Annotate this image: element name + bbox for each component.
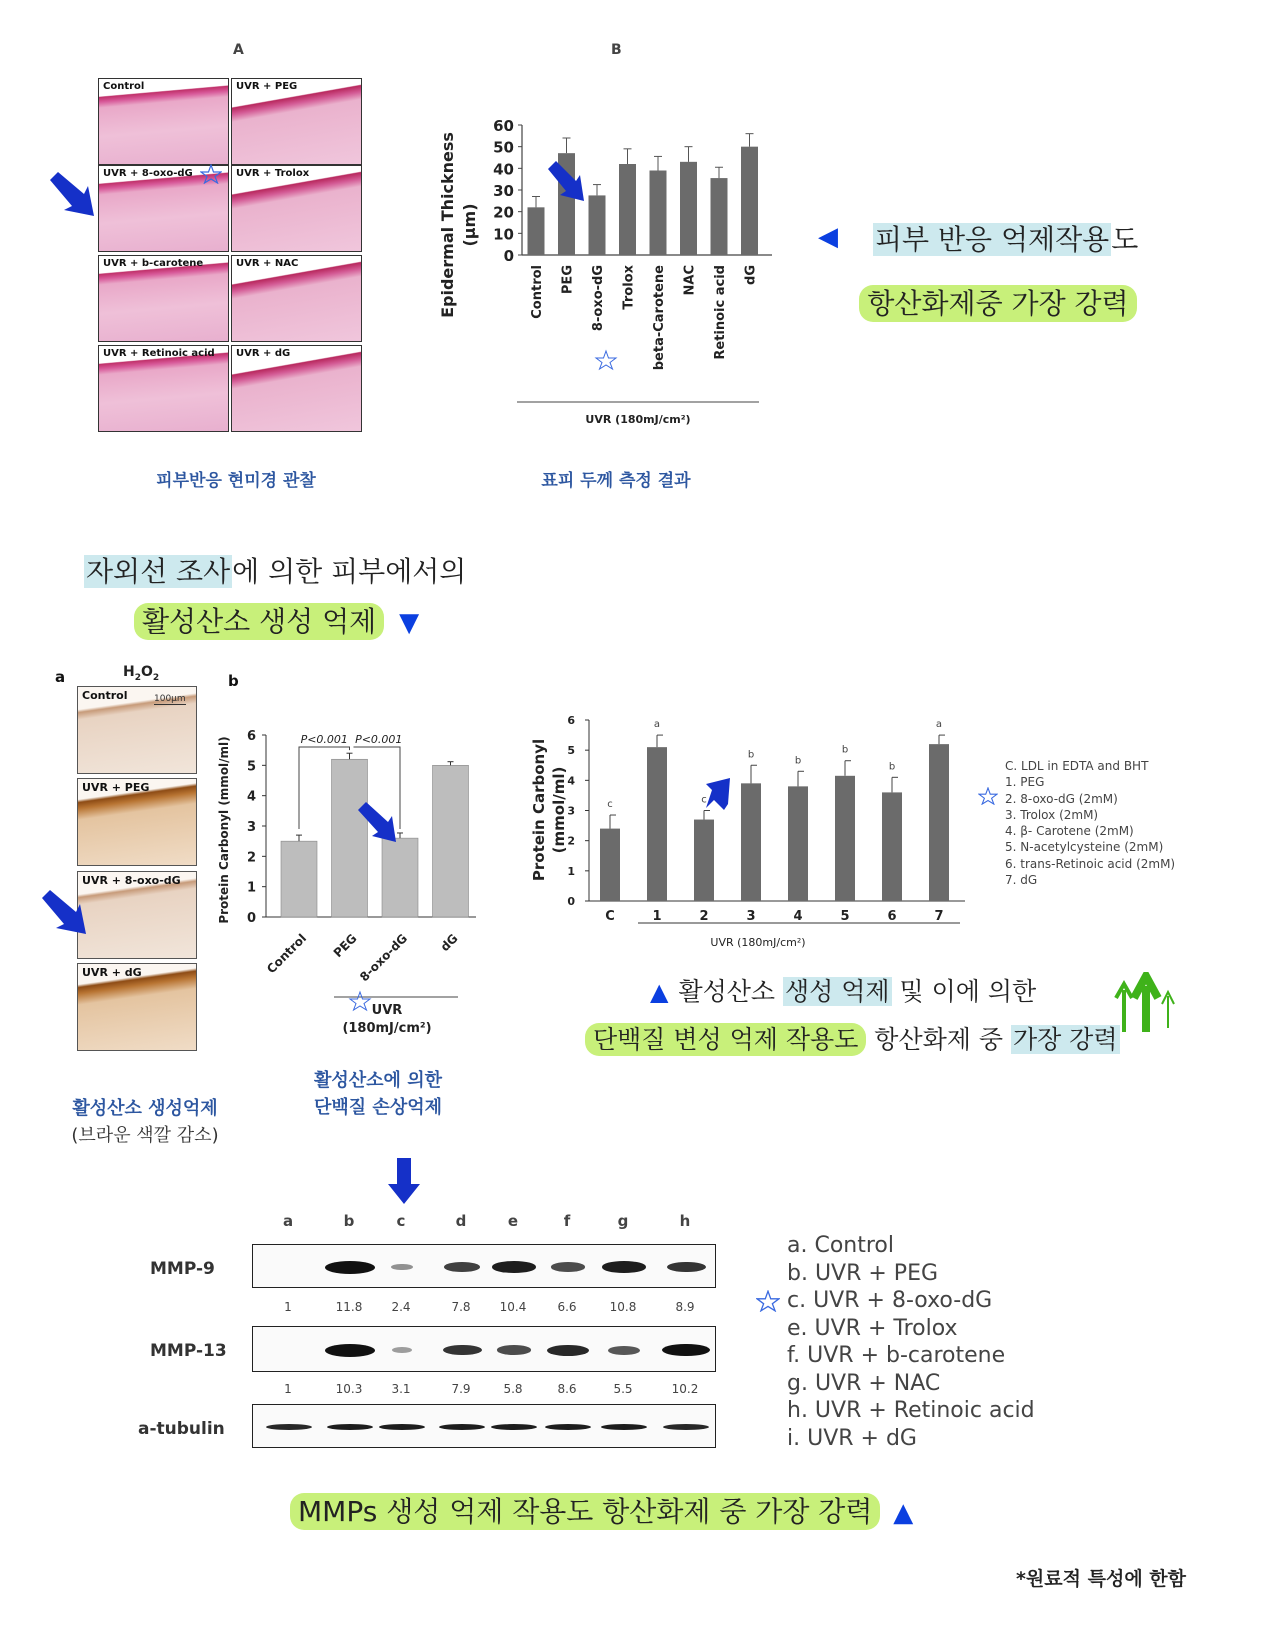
y-tick-label: 3 xyxy=(246,820,256,835)
footnote: *원료적 특성에 한함 xyxy=(1016,1568,1186,1590)
blot-row-label: MMP-9 xyxy=(150,1259,215,1279)
blue-arrow-icon xyxy=(40,890,88,936)
blot-band xyxy=(444,1262,481,1272)
panel-b-small-caption1: 활성산소에 의한 xyxy=(314,1070,442,1091)
blot-strip xyxy=(252,1244,716,1288)
note-skin-line2: 항산화제중 가장 강력 xyxy=(859,285,1136,322)
micrograph-label: UVR + dG xyxy=(236,348,291,359)
bar xyxy=(332,759,368,917)
bar xyxy=(741,783,761,901)
micrograph-label: Control xyxy=(103,81,145,92)
micrograph-7 xyxy=(98,345,229,432)
epidermal-thickness-chart xyxy=(420,105,780,435)
note-skin-response xyxy=(818,218,1198,322)
x-tick-label: PEG xyxy=(560,265,576,295)
x-tick-label: 3 xyxy=(746,909,756,924)
lane-label: g xyxy=(617,1212,629,1230)
x-tick-label: 8-oxo-dG xyxy=(591,265,606,332)
band-intensity: 3.1 xyxy=(391,1382,411,1396)
note-skin-rest: 도 xyxy=(1111,223,1139,256)
x-tick-label: PEG xyxy=(330,931,360,961)
ihc-label: UVR + dG xyxy=(82,966,142,979)
panel-b-caption: 표피 두께 측정 결과 xyxy=(541,471,691,491)
left-triangle-icon: ◀ xyxy=(818,222,838,252)
x-tick-label: Retinoic acid xyxy=(713,265,728,360)
y-tick-label: 1 xyxy=(567,864,575,878)
lane-label: d xyxy=(455,1212,467,1230)
band-intensity: 10.8 xyxy=(609,1300,637,1314)
note-ros-line1: ▲ 활성산소 생성 억제 및 이에 의한 xyxy=(650,977,1037,1006)
blot-band xyxy=(491,1424,537,1430)
down-arrow-icon xyxy=(388,1158,420,1204)
star-mark-icon xyxy=(596,351,616,369)
section2-line2 xyxy=(134,600,419,640)
x-tick-label: dG xyxy=(743,265,759,285)
x-tick-label: 1 xyxy=(652,909,662,924)
lane-label: c xyxy=(396,1212,406,1230)
blot-strip xyxy=(252,1404,716,1448)
ihc-caption: 활성산소 생성억제 xyxy=(72,1098,218,1119)
western-legend-item: e. UVR + Trolox xyxy=(787,1315,958,1341)
x-tick-label: 2 xyxy=(699,909,709,924)
x-tick-label: C xyxy=(605,909,615,924)
significance-letter: c xyxy=(701,794,707,806)
panel-a-letter: A xyxy=(233,42,244,58)
ihc-label: UVR + PEG xyxy=(82,781,150,794)
section2-highlight: 자외선 조사 xyxy=(86,555,231,588)
western-legend-item: c. UVR + 8-oxo-dG xyxy=(787,1288,993,1313)
x-tick-label: Trolox xyxy=(621,265,637,310)
y-axis-unit: (μm) xyxy=(460,203,479,247)
band-intensity: 7.8 xyxy=(451,1300,471,1314)
carbonyl-legend-item: 3. Trolox (2mM) xyxy=(1005,807,1099,822)
star-mark-icon xyxy=(978,787,998,805)
band-intensity: 6.6 xyxy=(557,1300,577,1314)
blot-band xyxy=(602,1261,645,1273)
micrograph-label: UVR + b-carotene xyxy=(103,258,204,269)
significance-letter: a xyxy=(935,719,943,731)
blot-band xyxy=(608,1346,640,1355)
blot-band xyxy=(547,1345,588,1356)
micrograph-label: UVR + 8-oxo-dG xyxy=(103,168,193,179)
panel-b-letter: B xyxy=(611,42,622,58)
y-tick-label: 4 xyxy=(567,774,575,788)
micrograph-label: UVR + NAC xyxy=(236,258,299,269)
y-tick-label: 60 xyxy=(493,117,514,135)
blot-band xyxy=(391,1264,412,1271)
blot-band xyxy=(601,1424,647,1430)
carbonyl-legend xyxy=(1005,758,1175,888)
up-triangle-icon: ▲ xyxy=(650,978,669,1006)
blot-band xyxy=(663,1424,709,1430)
x-tick-label: 4 xyxy=(793,909,803,924)
carbonyl-legend-item: 6. trans-Retinoic acid (2mM) xyxy=(1005,856,1176,871)
bar xyxy=(619,164,636,255)
x-tick-label: 8-oxo-dG xyxy=(357,931,411,985)
western-legend-item: g. UVR + NAC xyxy=(787,1370,941,1396)
x-tick-label: dG xyxy=(437,931,461,955)
micrograph-4 xyxy=(231,165,362,252)
panel-a-caption: 피부반응 현미경 관찰 xyxy=(156,471,316,491)
ihc-image-4 xyxy=(77,963,197,1051)
y-tick-label: 2 xyxy=(567,834,575,848)
green-up-arrows-icon xyxy=(1112,972,1182,1034)
ihc-image-3 xyxy=(77,871,197,959)
bottom-note-text: MMPs 생성 억제 작용도 항산화제 중 가장 강력 xyxy=(290,1493,880,1530)
ihc-letter: a xyxy=(55,668,66,686)
blot-band xyxy=(545,1424,591,1430)
micrograph-2 xyxy=(231,78,362,165)
carbonyl-legend-item: 2. 8-oxo-dG (2mM) xyxy=(1005,791,1118,806)
ihc-scale-label: 100μm xyxy=(154,694,186,704)
y-tick-label: 50 xyxy=(493,138,514,157)
y-tick-label: 0 xyxy=(503,247,514,265)
carbonyl-legend-item: 1. PEG xyxy=(1005,775,1045,790)
western-legend-item: h. UVR + Retinoic acid xyxy=(787,1398,1035,1423)
significance-letter: b xyxy=(888,761,896,773)
band-intensity: 10.2 xyxy=(671,1382,699,1396)
western-legend-item: i. UVR + dG xyxy=(787,1425,917,1451)
micrograph-8 xyxy=(231,345,362,432)
blot-band xyxy=(443,1345,482,1356)
y-tick-label: 20 xyxy=(493,203,514,222)
down-triangle-icon: ▼ xyxy=(399,608,420,638)
blot-row-label: MMP-13 xyxy=(150,1341,227,1361)
band-intensity: 5.8 xyxy=(503,1382,523,1396)
lane-label: b xyxy=(343,1212,355,1230)
ihc-caption-sub: (브라운 색깔 감소) xyxy=(71,1125,219,1146)
note-ros-line2: 단백질 변성 억제 작용도 항산화제 중 가장 강력 xyxy=(585,1020,1120,1056)
carbonyl-legend-item: C. LDL in EDTA and BHT xyxy=(1005,759,1149,773)
y-axis-label: Protein Carbonyl (mmol/ml) xyxy=(217,736,231,924)
significance-letter: c xyxy=(607,799,613,811)
y-tick-label: 6 xyxy=(567,714,575,727)
bar xyxy=(382,838,418,917)
star-mark-icon xyxy=(350,992,370,1010)
y-tick-label: 1 xyxy=(246,880,256,896)
blot-band xyxy=(325,1261,375,1274)
x-tick-label: NAC xyxy=(682,265,698,296)
panel-b-small-letter: b xyxy=(228,672,239,690)
protein-carbonyl-chart-uvr xyxy=(520,710,970,960)
blue-arrow-icon xyxy=(706,778,730,810)
y-tick-label: 5 xyxy=(246,759,256,775)
band-intensity: 10.4 xyxy=(499,1300,527,1314)
ihc-title: $H_2O_2$ xyxy=(123,664,160,683)
blot-band xyxy=(662,1344,710,1357)
y-tick-label: 0 xyxy=(246,911,256,926)
blot-band xyxy=(379,1424,425,1430)
x-axis-label: UVR xyxy=(371,1003,403,1018)
micrograph-5 xyxy=(98,255,229,342)
carbonyl-legend-item: 4. β- Carotene (2mM) xyxy=(1005,824,1134,839)
western-legend-item: a. Control xyxy=(787,1233,894,1258)
bar xyxy=(929,744,949,901)
blot-band xyxy=(551,1262,586,1272)
y-tick-label: 2 xyxy=(246,850,256,866)
band-intensity: 7.9 xyxy=(451,1382,471,1396)
micrograph-1 xyxy=(98,78,229,165)
western-legend xyxy=(787,1232,1035,1452)
blot-band xyxy=(325,1344,375,1357)
bar xyxy=(647,747,667,901)
blot-band xyxy=(266,1424,312,1430)
blot-band xyxy=(497,1345,532,1355)
band-intensity: 8.6 xyxy=(557,1382,577,1396)
western-legend-item: f. UVR + b-carotene xyxy=(787,1343,1006,1368)
blot-band xyxy=(392,1347,411,1353)
band-intensity: 11.8 xyxy=(335,1300,363,1314)
section2-heading xyxy=(84,550,466,590)
lane-label: f xyxy=(563,1212,571,1230)
blue-arrow-icon xyxy=(48,172,96,218)
ihc-label: UVR + 8-oxo-dG xyxy=(82,874,181,887)
bottom-note xyxy=(290,1490,913,1530)
up-triangle-icon: ▲ xyxy=(893,1498,914,1528)
y-tick-label: 4 xyxy=(246,789,256,805)
y-tick-label: 40 xyxy=(493,160,514,179)
bar xyxy=(528,207,545,255)
bar xyxy=(741,147,758,255)
bar xyxy=(788,786,808,901)
y-tick-label: 5 xyxy=(567,744,575,758)
band-intensity: 1 xyxy=(284,1382,292,1396)
p-value-label: P<0.001 xyxy=(355,733,403,746)
x-axis-label: UVR (180mJ/cm²) xyxy=(710,936,806,949)
lane-label: a xyxy=(282,1212,294,1230)
significance-letter: a xyxy=(653,719,661,731)
carbonyl-legend-item: 5. N-acetylcysteine (2mM) xyxy=(1005,840,1164,855)
y-tick-label: 30 xyxy=(493,182,514,200)
western-legend-item: b. UVR + PEG xyxy=(787,1260,939,1286)
blot-row-label: a-tubulin xyxy=(138,1419,225,1439)
x-tick-label: beta-Carotene xyxy=(652,265,667,371)
protein-carbonyl-chart-b xyxy=(212,700,502,1050)
band-intensity: 8.9 xyxy=(675,1300,695,1314)
y-axis-unit: (mmol/ml) xyxy=(550,766,568,854)
bar xyxy=(694,820,714,901)
y-tick-label: 6 xyxy=(246,729,256,744)
band-intensity: 2.4 xyxy=(391,1300,411,1314)
note-skin-highlight: 피부 반응 억제작용 xyxy=(875,223,1110,256)
bar xyxy=(281,841,317,917)
significance-letter: b xyxy=(747,749,755,761)
micrograph-label: UVR + PEG xyxy=(236,81,298,92)
significance-letter: b xyxy=(841,744,849,756)
y-tick-label: 3 xyxy=(567,804,575,818)
bar xyxy=(680,162,697,255)
x-tick-label: 7 xyxy=(934,909,944,924)
micrograph-6 xyxy=(231,255,362,342)
y-tick-label: 0 xyxy=(567,895,575,908)
y-axis-label: Epidermal Thickness xyxy=(438,132,457,318)
micrograph-label: UVR + Retinoic acid xyxy=(103,348,215,359)
section2-rest: 에 의한 피부에서의 xyxy=(232,555,467,588)
bar xyxy=(589,195,606,255)
star-mark-icon xyxy=(200,164,222,184)
carbonyl-legend-item: 7. dG xyxy=(1005,873,1038,888)
micrograph-label: UVR + Trolox xyxy=(236,168,310,179)
bar xyxy=(882,792,902,901)
band-intensity: 10.3 xyxy=(335,1382,363,1396)
x-axis-label: UVR (180mJ/cm²) xyxy=(585,413,691,426)
x-axis-unit: (180mJ/cm²) xyxy=(342,1021,432,1036)
p-value-label: P<0.001 xyxy=(300,733,348,746)
blot-strip xyxy=(252,1326,716,1372)
ihc-label: Control xyxy=(82,689,128,702)
lane-label: h xyxy=(679,1212,691,1230)
band-intensity: 1 xyxy=(284,1300,292,1314)
bar xyxy=(433,765,469,917)
y-axis-label: Protein Carbonyl xyxy=(530,738,548,882)
blot-band xyxy=(327,1424,373,1430)
star-mark-icon xyxy=(756,1290,780,1312)
bar xyxy=(835,776,855,901)
blot-band xyxy=(492,1261,535,1273)
panel-b-small-caption2: 단백질 손상억제 xyxy=(314,1097,442,1118)
bar xyxy=(711,178,728,255)
bar xyxy=(650,171,667,256)
band-intensity: 5.5 xyxy=(613,1382,633,1396)
section2-line2-text: 활성산소 생성 억제 xyxy=(134,603,384,640)
blot-band xyxy=(667,1262,706,1273)
ihc-image-2 xyxy=(77,778,197,866)
significance-letter: b xyxy=(794,755,802,767)
bar xyxy=(600,829,620,901)
x-tick-label: Control xyxy=(530,265,545,319)
x-tick-label: 6 xyxy=(887,909,897,924)
lane-label: e xyxy=(507,1212,519,1230)
y-tick-label: 10 xyxy=(493,225,514,244)
x-tick-label: 5 xyxy=(840,909,850,924)
blot-band xyxy=(439,1424,485,1430)
x-tick-label: Control xyxy=(264,931,310,977)
